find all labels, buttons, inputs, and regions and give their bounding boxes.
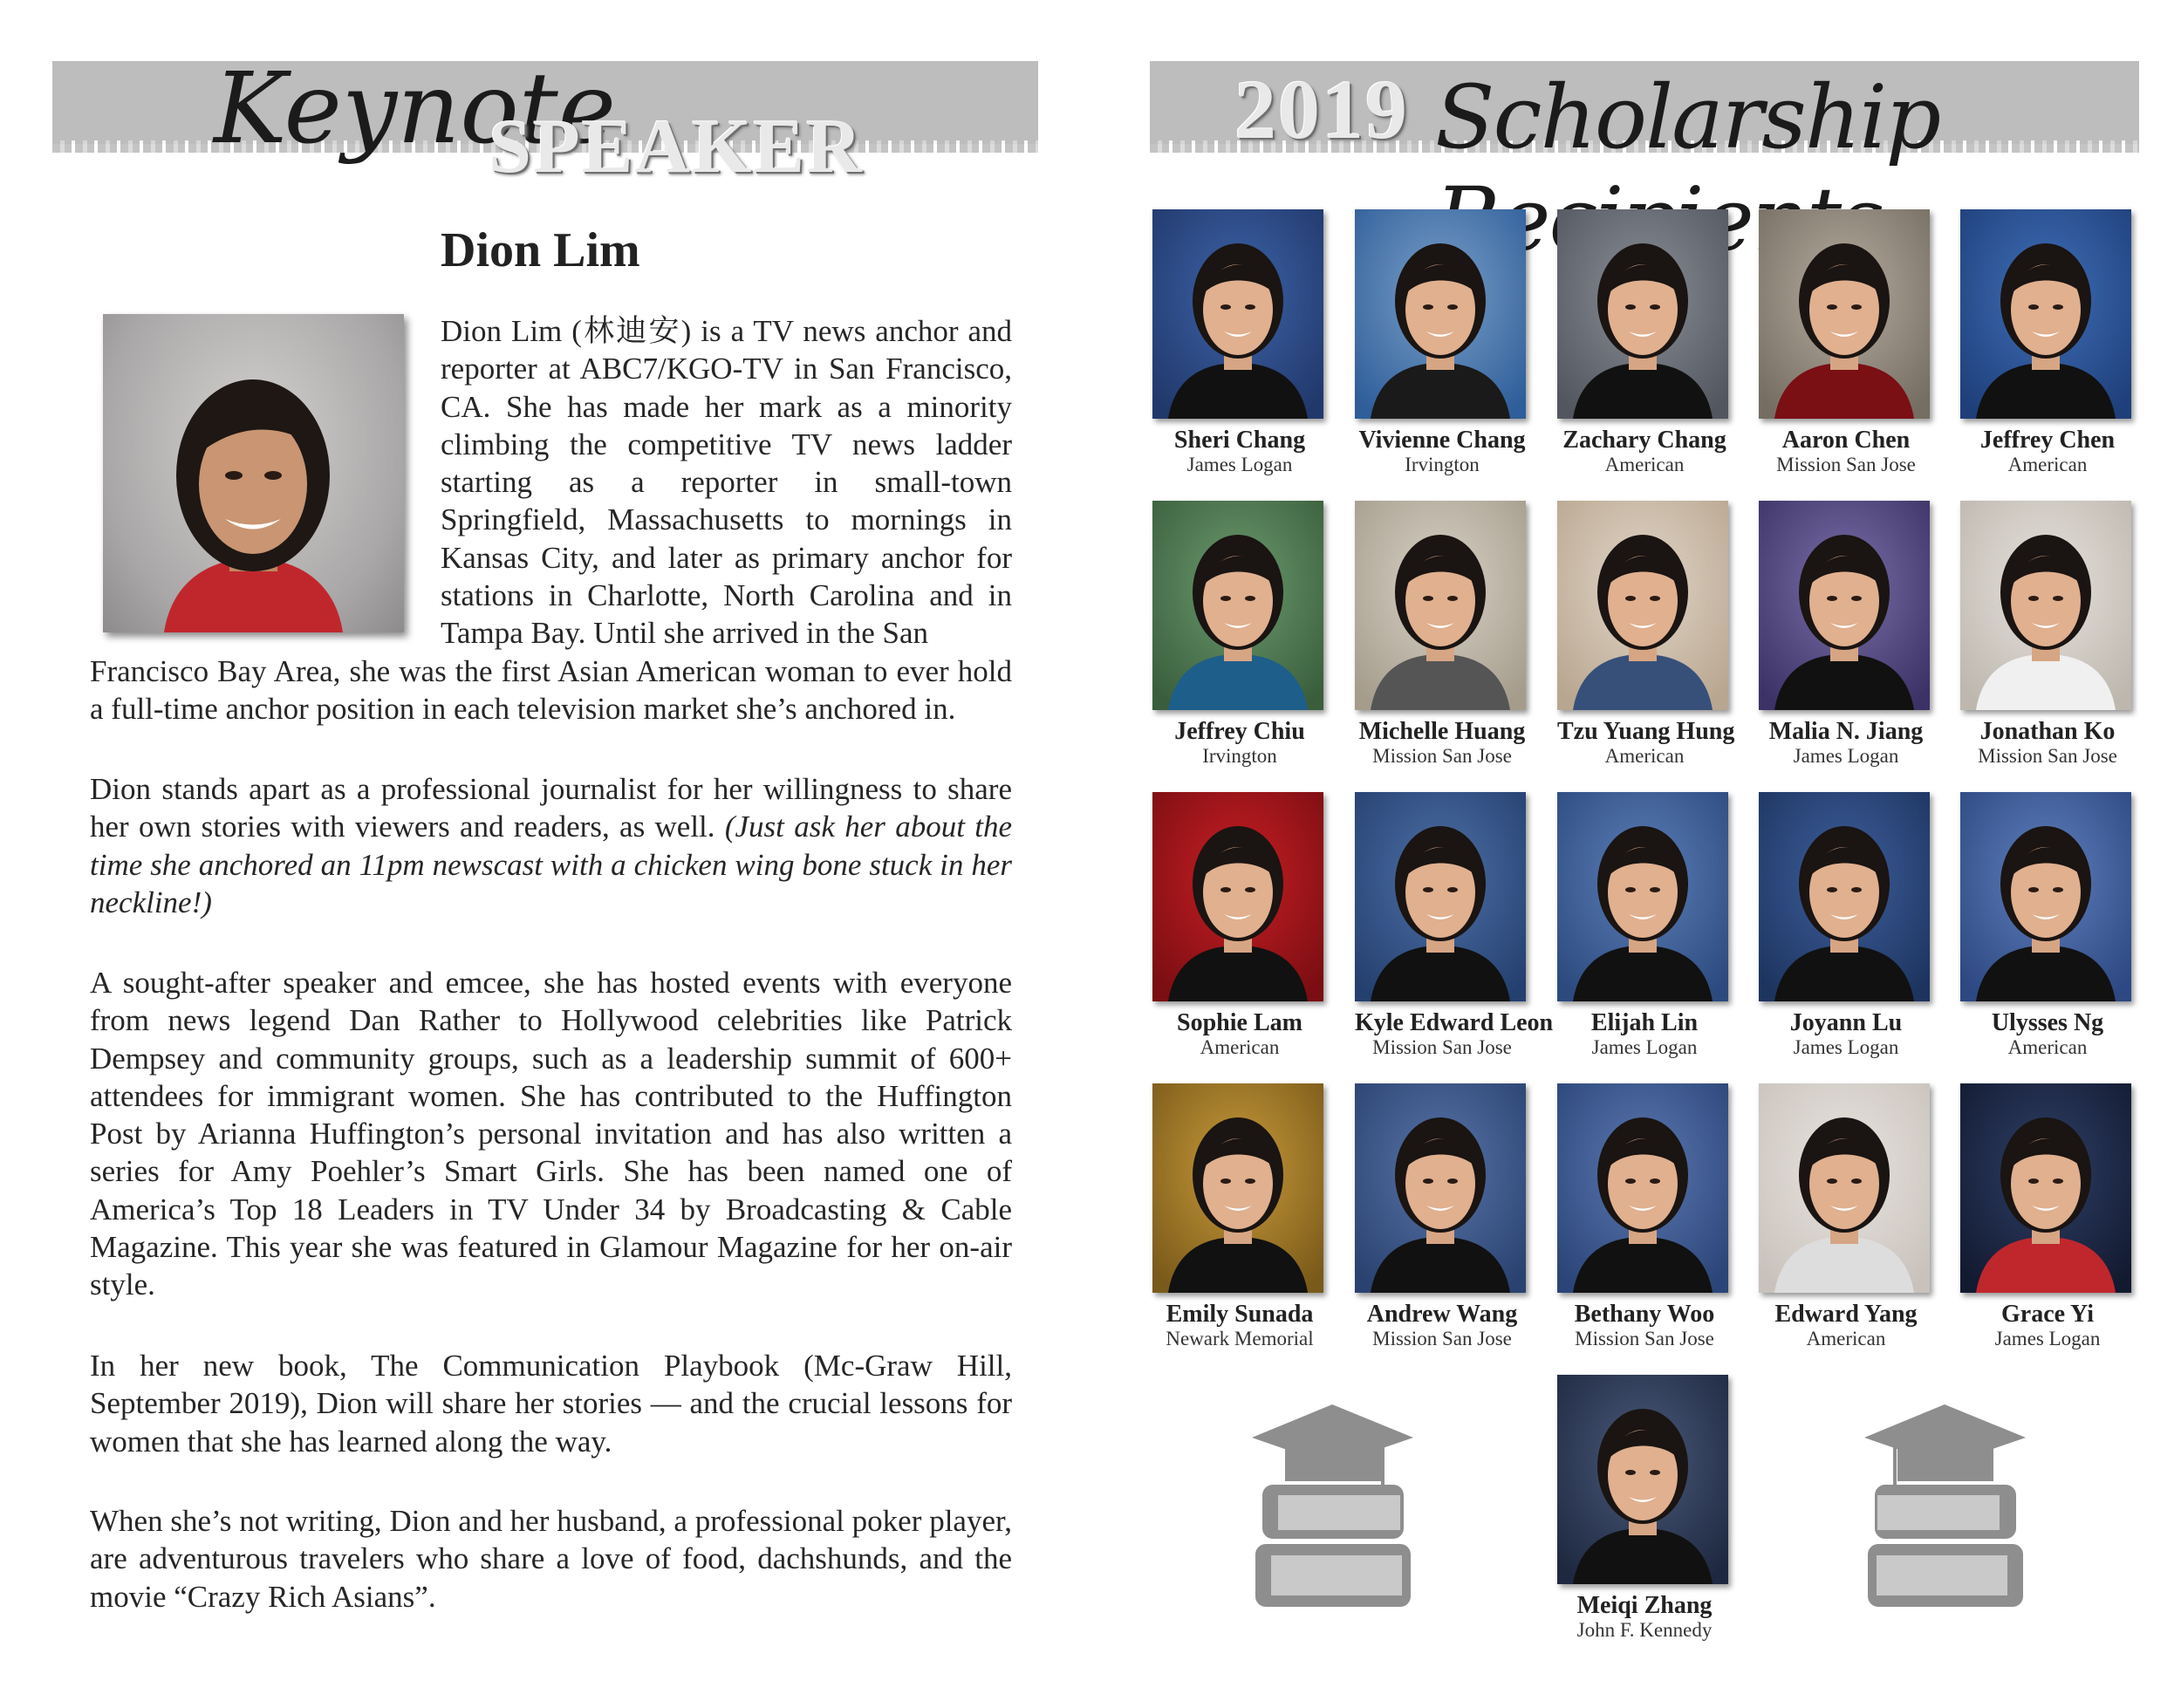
recipient-card (1960, 1083, 2135, 1349)
recipient-name: Sheri Chang (1173, 427, 1306, 454)
recipient-school: Mission San Jose (1575, 1328, 1714, 1349)
recipient-school: Mission San Jose (1372, 1036, 1512, 1058)
recipient-card (1759, 501, 1933, 767)
recipient-name: Vivienne Chang (1358, 427, 1526, 454)
year-heading: 2019 (1234, 63, 1409, 156)
recipient-photo (1759, 209, 1930, 419)
recipient-photo (1960, 792, 2131, 1001)
recipient-school: Irvington (1405, 454, 1480, 475)
recipient-name: Edward Yang (1774, 1301, 1918, 1328)
recipient-school: James Logan (1793, 745, 1899, 767)
recipient-card (1557, 501, 1735, 767)
recipient-school: John F. Kennedy (1576, 1619, 1713, 1641)
bio-paragraph-2-aside: (Just ask her about the time she anchored an 11pm newscast with a chicken wing bone stuck in her neckline!) (90, 810, 1012, 919)
recipient-photo (1759, 792, 1930, 1001)
recipient-photo (1759, 1083, 1930, 1293)
recipient-school: American (1806, 1328, 1886, 1349)
recipient-school: James Logan (1994, 1328, 2101, 1349)
recipient-photo (1355, 209, 1526, 419)
recipient-school: American (1604, 745, 1685, 767)
recipient-card (1152, 209, 1327, 475)
bio-paragraph-1-bottom: Francisco Bay Area, she was the first Asian American woman to ever hold a full-time anchor position in each television market she’s anchored in. (90, 654, 1012, 727)
recipient-school: James Logan (1186, 454, 1293, 475)
recipient-name: Sophie Lam (1177, 1009, 1302, 1036)
bio-paragraph-2-text: Dion stands apart as a professional journalist for her willingness to share her own stories with viewers and readers, as well. (90, 772, 1012, 844)
recipient-name: Kyle Edward Leon (1355, 1009, 1554, 1036)
recipient-name: Tzu Yuang Hung (1557, 718, 1735, 745)
recipient-name: Aaron Chen (1781, 427, 1911, 454)
recipient-photo (1152, 209, 1323, 419)
speaker-name: Dion Lim (441, 223, 640, 277)
recipient-name: Meiqi Zhang (1576, 1592, 1713, 1619)
recipient-school: Irvington (1202, 745, 1277, 767)
recipient-photo (1152, 1083, 1323, 1293)
recipient-name: Ulysses Ng (1991, 1009, 2104, 1036)
speaker-portrait (103, 314, 404, 632)
recipient-school: American (2007, 1036, 2088, 1058)
graduation-books-icon (1252, 1404, 1413, 1618)
recipient-card (1759, 792, 1933, 1058)
recipient-school: Mission San Jose (1372, 1328, 1512, 1349)
recipient-photo (1557, 209, 1728, 419)
recipient-card (1355, 1083, 1529, 1349)
recipient-name: Elijah Lin (1590, 1009, 1699, 1036)
recipient-school: Mission San Jose (1372, 745, 1512, 767)
recipient-school: Mission San Jose (1978, 745, 2117, 767)
recipient-photo (1557, 1083, 1728, 1293)
recipient-name: Joyann Lu (1789, 1009, 1903, 1036)
bio-paragraph-5: When she’s not writing, Dion and her husband, a professional poker player, are adventurous travelers who share a love of food, dachshunds, and the movie “Crazy Rich Asians”. (90, 1504, 1012, 1614)
recipient-photo (1960, 1083, 2131, 1293)
recipient-card (1355, 792, 1554, 1058)
recipient-school: American (2007, 454, 2088, 475)
bio-paragraph-4: In her new book, The Communication Playbook (Mc-Graw Hill, September 2019), Dion will share her stories — and the crucial lessons for women that she has learned along the way. (90, 1349, 1012, 1459)
recipient-card (1960, 501, 2135, 767)
recipient-name: Bethany Woo (1574, 1301, 1715, 1328)
recipient-name: Michelle Huang (1358, 718, 1526, 745)
recipient-card (1355, 501, 1529, 767)
recipient-school: Newark Memorial (1166, 1328, 1314, 1349)
bio-paragraph-2 (90, 770, 1012, 921)
recipient-photo (1355, 1083, 1526, 1293)
recipient-photo (1960, 209, 2131, 419)
recipient-name: Zachary Chang (1562, 427, 1726, 454)
graduation-books-icon (1864, 1404, 2026, 1618)
recipient-name: Jeffrey Chiu (1174, 718, 1305, 745)
recipient-school: James Logan (1591, 1036, 1698, 1058)
recipient-name: Jonathan Ko (1979, 718, 2116, 745)
recipient-photo (1152, 501, 1323, 710)
recipient-name: Jeffrey Chen (1979, 427, 2116, 454)
recipient-photo (1557, 501, 1728, 710)
bio-paragraph-1-top: Dion Lim (林迪安) is a TV news anchor and reporter at ABC7/KGO-TV in San Francisco, CA. She has made her mark as a minority climbing the competitive TV news ladder starting as a reporter in small-town Springfield, Massachusetts to mornings in Kansas City, and later as primary anchor for stations in Charlotte, North Carolina and in Tampa Bay. Until she arrived in the San (441, 314, 1012, 651)
recipient-name: Grace Yi (2001, 1301, 2094, 1328)
recipient-card (1557, 209, 1732, 475)
recipient-photo (1355, 501, 1526, 710)
bio-paragraph-3: A sought-after speaker and emcee, she has hosted events with everyone from news legend Dan Rather to Hollywood celebrities like Patrick Dempsey and community groups, such as a leadership summit of 600+ attendees for immigrant women. She has contributed to the Huffington Post by Arianna Huffington’s personal invitation and has also written a series for Amy Poehler’s Smart Girls. She has been named one of America’s Top 18 Leaders in TV Under 34 by Broadcasting & Cable Magazine. This year she was featured in Glamour Magazine for her on-air style. (90, 966, 1012, 1302)
keynote-script-heading: Keynote (214, 52, 617, 166)
recipient-card (1152, 501, 1327, 767)
recipient-name: Emily Sunada (1166, 1301, 1314, 1328)
recipient-photo (1557, 792, 1728, 1001)
recipient-photo (1759, 501, 1930, 710)
recipient-card (1152, 792, 1327, 1058)
recipient-card (1557, 792, 1732, 1058)
recipient-school: American (1200, 1036, 1280, 1058)
recipient-name: Andrew Wang (1366, 1301, 1518, 1328)
recipient-school: James Logan (1793, 1036, 1899, 1058)
recipient-photo (1152, 792, 1323, 1001)
recipient-card (1152, 1083, 1327, 1349)
recipient-school: Mission San Jose (1776, 454, 1916, 475)
speaker-caps-heading: SPEAKER (489, 105, 864, 189)
recipient-card (1759, 209, 1933, 475)
recipient-photo (1960, 501, 2131, 710)
recipient-photo (1355, 792, 1526, 1001)
recipient-card (1557, 1375, 1732, 1641)
scholarship-script-heading: Scholarship (1435, 66, 1940, 168)
recipient-card (1960, 209, 2135, 475)
recipient-card (1759, 1083, 1933, 1349)
recipient-photo (1557, 1375, 1728, 1584)
recipient-name: Malia N. Jiang (1768, 718, 1924, 745)
recipient-card (1960, 792, 2135, 1058)
recipient-school: American (1604, 454, 1685, 475)
recipient-card (1355, 209, 1529, 475)
recipient-card (1557, 1083, 1732, 1349)
